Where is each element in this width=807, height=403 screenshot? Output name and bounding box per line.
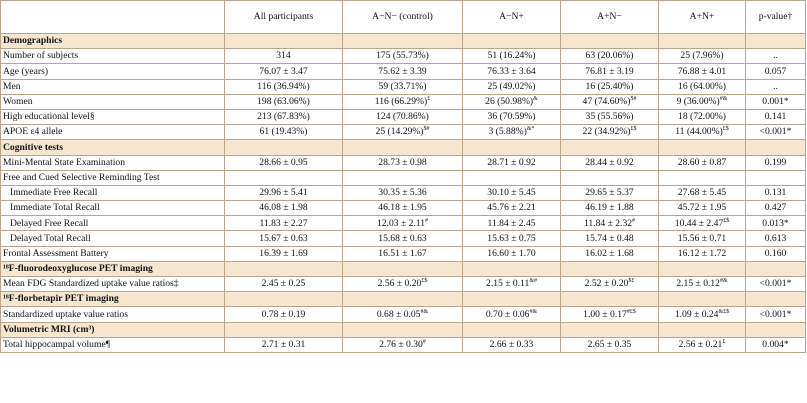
- table-cell: [225, 337, 343, 352]
- table-cell: [343, 201, 463, 216]
- table-cell: [225, 231, 343, 246]
- table-cell: [746, 109, 806, 124]
- table-cell: [659, 277, 746, 292]
- table-cell: [343, 246, 463, 261]
- cell-value: 2.45 ± 0.25: [261, 278, 306, 290]
- table-cell: [746, 49, 806, 64]
- cell-value: 2.71 ± 0.31: [261, 339, 306, 351]
- table-cell: [561, 307, 659, 322]
- cell-value: 47 (74.60%): [582, 96, 631, 108]
- table-cell: [463, 246, 561, 261]
- row-label: Delayed Total Recall: [1, 231, 225, 246]
- section-header-row: [1, 34, 806, 49]
- table-cell: [746, 246, 806, 261]
- empty-cell: [343, 170, 463, 185]
- cell-value: 12.03 ± 2.11: [376, 217, 426, 229]
- cell-value: 16 (64.00%): [678, 80, 726, 92]
- table-cell: [561, 216, 659, 231]
- table-cell: [463, 109, 561, 124]
- cell-value: 314: [276, 50, 291, 62]
- cell-value: 46.18 ± 1.95: [378, 202, 427, 214]
- table-cell: [659, 79, 746, 94]
- cell-value: ..: [773, 50, 778, 62]
- cell-value: 2.15 ± 0.11: [486, 278, 530, 290]
- section-header-row: [1, 322, 806, 337]
- empty-cell: [343, 261, 463, 276]
- empty-cell: [659, 292, 746, 307]
- table-cell: [463, 155, 561, 170]
- cell-value: 61 (19.43%): [259, 126, 308, 138]
- row-label: Age (years): [1, 64, 225, 79]
- cell-value: 0.78 ± 0.19: [261, 308, 306, 320]
- cell-footnote-marker: #£$: [626, 308, 636, 315]
- cell-footnote-marker: &: [533, 96, 538, 103]
- table-cell: [463, 94, 561, 109]
- cell-value: 11.84 ± 2.32: [583, 217, 633, 229]
- table-cell: [746, 337, 806, 352]
- cell-value: 15.63 ± 0.75: [487, 232, 536, 244]
- table-row: [1, 246, 806, 261]
- empty-cell: [659, 322, 746, 337]
- cell-value: 0.68 ± 0.05: [376, 308, 421, 320]
- table-cell: [746, 277, 806, 292]
- table-cell: [343, 185, 463, 200]
- column-header: [1, 1, 225, 34]
- column-header: A+N−: [561, 1, 659, 34]
- table-row: [1, 231, 806, 246]
- table-cell: [659, 125, 746, 140]
- table-cell: [659, 307, 746, 322]
- cell-footnote-marker: £$: [723, 217, 730, 224]
- row-label: Men: [1, 79, 225, 94]
- cell-footnote-marker: #&: [719, 278, 728, 285]
- cell-value: 46.19 ± 1.88: [585, 202, 634, 214]
- cell-value: 2.65 ± 0.35: [587, 339, 632, 351]
- cell-value: 45.76 ± 2.21: [487, 202, 536, 214]
- table-cell: [746, 155, 806, 170]
- cell-value: 35 (55.56%): [585, 111, 634, 123]
- row-label: Immediate Free Recall: [1, 185, 225, 200]
- cell-value: 28.60 ± 0.87: [677, 156, 727, 168]
- cell-value: 9 (36.00%): [676, 96, 720, 108]
- cell-value: 0.004*: [762, 339, 789, 351]
- cell-value: 10.44 ± 2.47: [674, 217, 724, 229]
- table-cell: [659, 94, 746, 109]
- cell-footnote-marker: #&: [529, 308, 538, 315]
- table-cell: [561, 94, 659, 109]
- empty-cell: [659, 34, 746, 49]
- table-cell: [746, 125, 806, 140]
- table-cell: [561, 201, 659, 216]
- row-label: Delayed Free Recall: [1, 216, 225, 231]
- table-cell: [463, 231, 561, 246]
- empty-cell: [746, 322, 806, 337]
- table-cell: [561, 79, 659, 94]
- row-label: Standardized uptake value ratios: [1, 307, 225, 322]
- cell-value: 2.56 ± 0.20: [377, 278, 422, 290]
- cell-value: 213 (67.83%): [257, 111, 310, 123]
- section-title: Volumetric MRI (cm³): [1, 322, 225, 337]
- table-row: [1, 337, 806, 352]
- table-cell: [746, 216, 806, 231]
- cell-footnote-marker: &£$: [718, 308, 730, 315]
- table-cell: [659, 201, 746, 216]
- cell-footnote-marker: £: [427, 96, 431, 103]
- row-label: Number of subjects: [1, 49, 225, 64]
- table-cell: [463, 337, 561, 352]
- cell-footnote-marker: #&: [420, 308, 429, 315]
- column-header: A−N− (control): [343, 1, 463, 34]
- section-header-row: [1, 292, 806, 307]
- cell-value: 11 (44.00%): [675, 126, 723, 138]
- cell-value: 11.84 ± 2.45: [487, 217, 536, 229]
- row-label: Mean FDG Standardized uptake value ratios‡: [1, 277, 225, 292]
- cell-value: 0.199: [764, 156, 787, 168]
- table-row: [1, 94, 806, 109]
- table-cell: [463, 49, 561, 64]
- empty-cell: [225, 140, 343, 155]
- cell-value: 0.141: [764, 111, 787, 123]
- cell-value: 45.72 ± 1.95: [677, 202, 727, 214]
- empty-cell: [746, 261, 806, 276]
- table-cell: [225, 109, 343, 124]
- table-cell: [659, 246, 746, 261]
- table-cell: [225, 216, 343, 231]
- cell-value: 124 (70.86%): [376, 111, 429, 123]
- cell-value: 22 (34.92%): [582, 126, 631, 138]
- table-cell: [561, 125, 659, 140]
- cell-value: 16.51 ± 1.67: [378, 247, 427, 259]
- empty-cell: [561, 34, 659, 49]
- row-label: Mini-Mental State Examination: [1, 155, 225, 170]
- cell-value: 16.60 ± 1.70: [487, 247, 536, 259]
- empty-cell: [746, 140, 806, 155]
- cell-value: 1.09 ± 0.24: [674, 308, 719, 320]
- table-cell: [343, 94, 463, 109]
- table-cell: [659, 185, 746, 200]
- empty-cell: [225, 322, 343, 337]
- cell-value: 36 (70.59%): [487, 111, 536, 123]
- table-cell: [225, 64, 343, 79]
- table-cell: [561, 277, 659, 292]
- cell-value: 2.52 ± 0.20: [584, 278, 629, 290]
- cell-value: 16 (25.40%): [585, 80, 634, 92]
- cell-value: 0.160: [764, 247, 787, 259]
- column-header: p-value†: [746, 1, 806, 34]
- cell-value: 28.73 ± 0.98: [378, 156, 427, 168]
- table-cell: [463, 64, 561, 79]
- column-header: A+N+: [659, 1, 746, 34]
- empty-cell: [463, 34, 561, 49]
- cell-value: ..: [773, 80, 778, 92]
- cell-value: 198 (63.06%): [257, 96, 310, 108]
- empty-cell: [343, 34, 463, 49]
- table-row: [1, 216, 806, 231]
- cell-value: 26 (50.98%): [485, 96, 534, 108]
- cell-value: 76.81 ± 3.19: [585, 65, 634, 77]
- column-header: A−N+: [463, 1, 561, 34]
- cell-footnote-marker: $#: [630, 96, 637, 103]
- empty-cell: [463, 261, 561, 276]
- cell-value: 30.35 ± 5.36: [378, 187, 427, 199]
- cell-value: 28.71 ± 0.92: [487, 156, 536, 168]
- row-label: Women: [1, 94, 225, 109]
- cell-value: 175 (55.73%): [376, 50, 429, 62]
- table-cell: [343, 337, 463, 352]
- table-cell: [659, 216, 746, 231]
- cell-value: 75.62 ± 3.39: [378, 65, 427, 77]
- table-cell: [225, 94, 343, 109]
- cell-value: 15.56 ± 0.71: [677, 232, 727, 244]
- cell-value: 0.001*: [762, 96, 789, 108]
- table-cell: [225, 155, 343, 170]
- table-cell: [225, 185, 343, 200]
- row-label: APOE ε4 allele: [1, 125, 225, 140]
- table-cell: [561, 155, 659, 170]
- cell-value: 2.15 ± 0.12: [676, 278, 720, 290]
- empty-cell: [463, 322, 561, 337]
- cell-value: 3 (5.88%): [488, 126, 527, 138]
- cell-value: 0.131: [764, 187, 787, 199]
- cell-value: 76.33 ± 3.64: [487, 65, 536, 77]
- table-cell: [746, 185, 806, 200]
- empty-cell: [343, 322, 463, 337]
- table-cell: [463, 201, 561, 216]
- table-cell: [746, 94, 806, 109]
- cell-value: 59 (33.71%): [378, 80, 427, 92]
- cell-footnote-marker: £: [722, 339, 726, 346]
- table-cell: [746, 64, 806, 79]
- section-title: ¹⁸F-fluorodeoxyglucose PET imaging: [1, 261, 225, 276]
- empty-cell: [225, 292, 343, 307]
- table-cell: [659, 64, 746, 79]
- empty-cell: [343, 292, 463, 307]
- empty-cell: [561, 170, 659, 185]
- table-cell: [225, 201, 343, 216]
- cell-value: 15.67 ± 0.63: [259, 232, 308, 244]
- row-label: Immediate Total Recall: [1, 201, 225, 216]
- cell-value: 30.10 ± 5.45: [487, 187, 536, 199]
- cell-value: 16.12 ± 1.72: [677, 247, 727, 259]
- empty-cell: [746, 34, 806, 49]
- cell-value: 28.66 ± 0.95: [259, 156, 308, 168]
- table-row: [1, 307, 806, 322]
- cell-footnote-marker: #: [632, 217, 636, 224]
- table-cell: [659, 109, 746, 124]
- table-cell: [343, 49, 463, 64]
- cell-footnote-marker: #: [425, 217, 429, 224]
- table-cell: [463, 216, 561, 231]
- cell-value: 2.76 ± 0.30: [379, 339, 423, 351]
- table-cell: [659, 155, 746, 170]
- cell-footnote-marker: &#: [529, 278, 537, 285]
- section-header-row: [1, 261, 806, 276]
- cell-value: 29.96 ± 5.41: [259, 187, 308, 199]
- cell-value: 15.74 ± 0.48: [585, 232, 634, 244]
- cell-value: 0.613: [764, 232, 787, 244]
- cell-value: 29.65 ± 5.37: [585, 187, 634, 199]
- table-cell: [225, 307, 343, 322]
- cell-value: 116 (66.29%): [374, 96, 428, 108]
- cell-value: 0.013*: [762, 217, 789, 229]
- cell-footnote-marker: &*: [526, 126, 535, 133]
- table-cell: [463, 277, 561, 292]
- table-row: [1, 79, 806, 94]
- empty-cell: [343, 140, 463, 155]
- table-cell: [343, 125, 463, 140]
- table-cell: [343, 307, 463, 322]
- section-title: ¹⁸F-florbetapir PET imaging: [1, 292, 225, 307]
- table-row: [1, 64, 806, 79]
- group-label: Free and Cued Selective Reminding Test: [1, 170, 225, 185]
- header-row: [1, 1, 806, 34]
- cell-value: 2.66 ± 0.33: [489, 339, 534, 351]
- row-label: High educational level§: [1, 109, 225, 124]
- table-cell: [343, 155, 463, 170]
- cell-value: <0.001*: [759, 308, 792, 320]
- table-cell: [659, 337, 746, 352]
- empty-cell: [561, 261, 659, 276]
- empty-cell: [463, 292, 561, 307]
- empty-cell: [561, 322, 659, 337]
- empty-cell: [561, 140, 659, 155]
- cell-value: 15.68 ± 0.63: [378, 232, 427, 244]
- cell-footnote-marker: $#: [423, 126, 430, 133]
- table-cell: [659, 49, 746, 64]
- table-cell: [463, 185, 561, 200]
- empty-cell: [225, 261, 343, 276]
- table-cell: [659, 231, 746, 246]
- cell-value: 2.56 ± 0.21: [678, 339, 723, 351]
- table-cell: [561, 246, 659, 261]
- section-title: Cognitive tests: [1, 140, 225, 155]
- table-cell: [561, 49, 659, 64]
- cell-value: 76.88 ± 4.01: [677, 65, 727, 77]
- empty-cell: [746, 292, 806, 307]
- table-row: [1, 155, 806, 170]
- cell-value: 0.427: [764, 202, 787, 214]
- empty-cell: [659, 261, 746, 276]
- table-row: [1, 201, 806, 216]
- empty-cell: [463, 170, 561, 185]
- section-header-row: [1, 140, 806, 155]
- cell-value: 18 (72.00%): [678, 111, 726, 123]
- table-cell: [746, 201, 806, 216]
- cell-value: 46.08 ± 1.98: [259, 202, 308, 214]
- table-cell: [746, 307, 806, 322]
- table-cell: [561, 231, 659, 246]
- table-row: [1, 185, 806, 200]
- cell-value: 16.39 ± 1.69: [259, 247, 308, 259]
- column-header: All participants: [225, 1, 343, 34]
- table-cell: [561, 64, 659, 79]
- empty-cell: [463, 140, 561, 155]
- cell-value: <0.001*: [759, 126, 792, 138]
- table-cell: [343, 277, 463, 292]
- empty-cell: [225, 34, 343, 49]
- cell-value: 1.00 ± 0.17: [583, 308, 627, 320]
- table-cell: [463, 125, 561, 140]
- cell-value: 0.70 ± 0.06: [485, 308, 530, 320]
- cell-footnote-marker: £$: [421, 278, 428, 285]
- table-cell: [746, 79, 806, 94]
- table-cell: [225, 277, 343, 292]
- table-cell: [225, 79, 343, 94]
- table-cell: [225, 49, 343, 64]
- cell-value: 25 (14.29%): [375, 126, 424, 138]
- cell-value: 25 (49.02%): [487, 80, 536, 92]
- row-label: Total hippocampal volume¶: [1, 337, 225, 352]
- row-label: Frontal Assessment Battery: [1, 246, 225, 261]
- empty-cell: [746, 170, 806, 185]
- table-row: [1, 109, 806, 124]
- cell-value: 51 (16.24%): [487, 50, 536, 62]
- cell-footnote-marker: £$: [722, 126, 729, 133]
- cell-value: 16.02 ± 1.68: [585, 247, 634, 259]
- empty-cell: [659, 170, 746, 185]
- table-cell: [746, 231, 806, 246]
- section-title: Demographics: [1, 34, 225, 49]
- table-cell: [463, 307, 561, 322]
- table-cell: [561, 337, 659, 352]
- table-row: [1, 277, 806, 292]
- cell-value: 11.83 ± 2.27: [259, 217, 308, 229]
- table-cell: [463, 79, 561, 94]
- table-cell: [225, 125, 343, 140]
- table-cell: [561, 109, 659, 124]
- table-cell: [561, 185, 659, 200]
- cell-footnote-marker: #: [422, 339, 426, 346]
- table-row: [1, 49, 806, 64]
- cell-value: 116 (36.94%): [257, 80, 310, 92]
- table-cell: [343, 64, 463, 79]
- empty-cell: [659, 140, 746, 155]
- table-cell: [225, 246, 343, 261]
- table-cell: [343, 231, 463, 246]
- table-cell: [343, 216, 463, 231]
- cell-footnote-marker: $£: [628, 278, 635, 285]
- cell-footnote-marker: #&: [719, 96, 728, 103]
- cell-value: 25 (7.96%): [680, 50, 724, 62]
- table-cell: [343, 109, 463, 124]
- cell-footnote-marker: £$: [630, 126, 637, 133]
- cell-value: 76.07 ± 3.47: [259, 65, 308, 77]
- table-cell: [343, 79, 463, 94]
- empty-cell: [225, 170, 343, 185]
- cell-value: <0.001*: [759, 278, 792, 290]
- empty-cell: [561, 292, 659, 307]
- cell-value: 27.68 ± 5.45: [677, 187, 727, 199]
- cell-value: 28.44 ± 0.92: [585, 156, 634, 168]
- group-label-row: [1, 170, 806, 185]
- cell-value: 63 (20.06%): [585, 50, 634, 62]
- cell-value: 0.057: [764, 65, 787, 77]
- table-row: [1, 125, 806, 140]
